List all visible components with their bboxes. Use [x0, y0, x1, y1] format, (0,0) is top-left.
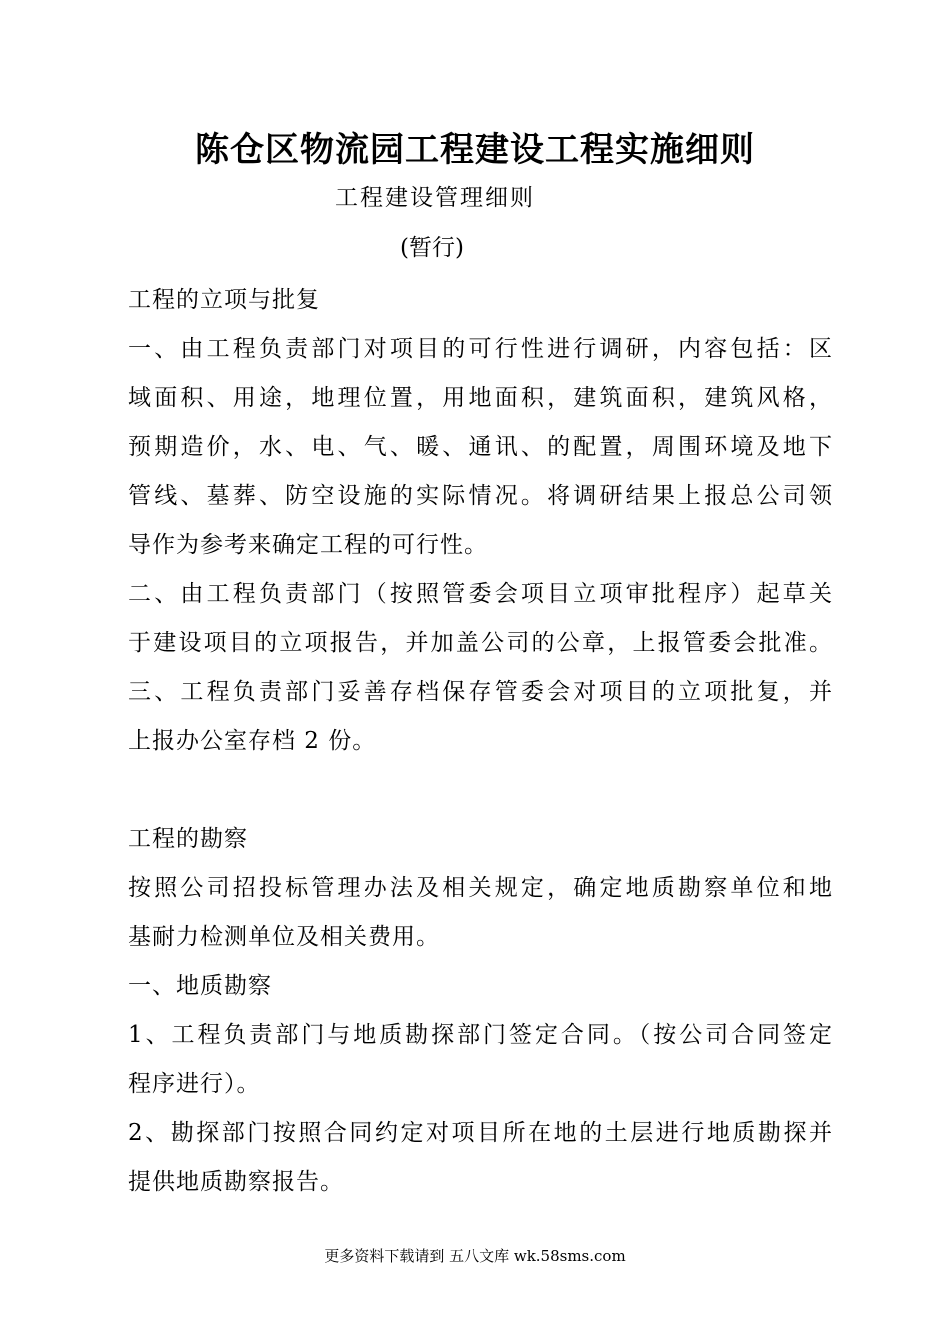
- paragraph-line: 预期造价，水、电、气、暖、通讯、的配置，周围环境及地下: [128, 434, 833, 460]
- document-subtitle: 工程建设管理细则: [335, 185, 535, 211]
- paragraph-line: 导作为参考来确定工程的可行性。: [128, 532, 488, 558]
- document-body: [128, 280, 833, 1211]
- paragraph-line: 上报办公室存档 2 份。: [128, 728, 377, 754]
- paragraph-line: 程序进行）。: [128, 1071, 261, 1097]
- document-title: 陈仓区物流园工程建设工程实施细则: [195, 130, 755, 170]
- paragraph-line: 1、工程负责部门与地质勘探部门签定合同。（按公司合同签定: [128, 1022, 833, 1048]
- footer-text: 更多资料下载请到 五八文库 wk.58sms.com: [324, 1247, 626, 1265]
- blank-line: [128, 770, 833, 819]
- section-heading-approval: 工程的立项与批复: [128, 287, 320, 313]
- paragraph-line: 管线、墓葬、防空设施的实际情况。将调研结果上报总公司领: [128, 483, 833, 509]
- provisional-note: (暂行): [400, 235, 464, 261]
- paragraph-line: 于建设项目的立项报告，并加盖公司的公章，上报管委会批准。: [128, 630, 833, 656]
- paragraph-line: 域面积、用途，地理位置，用地面积，建筑面积，建筑风格，: [128, 385, 833, 411]
- subsection-heading-geology: 一、地质勘察: [128, 973, 272, 999]
- paragraph-line: 基耐力检测单位及相关费用。: [128, 924, 440, 950]
- paragraph-line: 三、工程负责部门妥善存档保存管委会对项目的立项批复，并: [128, 679, 833, 705]
- paragraph-line: 二、由工程负责部门（按照管委会项目立项审批程序）起草关: [128, 581, 833, 607]
- paragraph-line: 按照公司招投标管理办法及相关规定，确定地质勘察单位和地: [128, 875, 833, 901]
- paragraph-line: 提供地质勘察报告。: [128, 1169, 344, 1195]
- section-heading-survey: 工程的勘察: [128, 826, 248, 852]
- paragraph-line: 一、由工程负责部门对项目的可行性进行调研，内容包括：区: [128, 336, 833, 362]
- paragraph-line: 2、勘探部门按照合同约定对项目所在地的土层进行地质勘探并: [128, 1120, 833, 1146]
